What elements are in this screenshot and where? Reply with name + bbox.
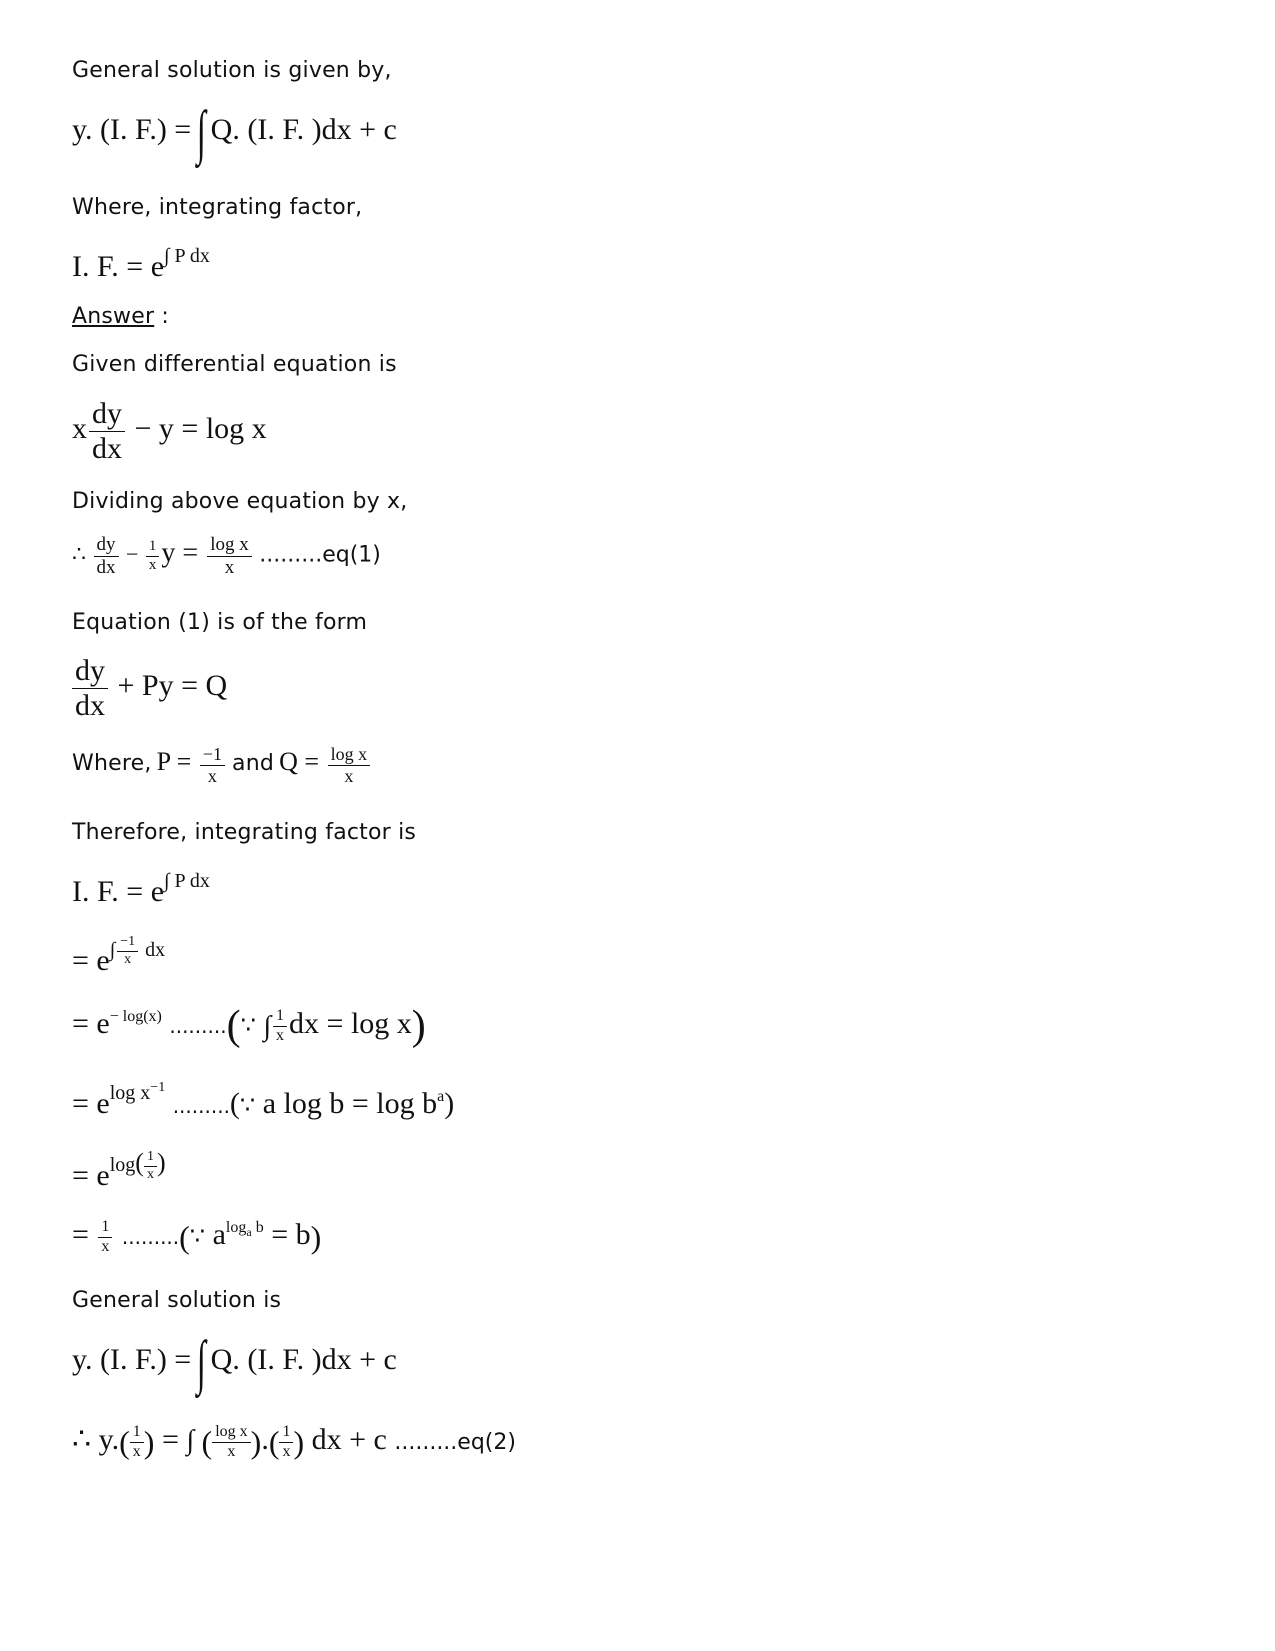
neg1-over-x <box>200 745 225 786</box>
logx-over-x <box>328 745 371 786</box>
general-solution-intro: General solution is given by, <box>72 58 392 83</box>
one-num: 1 <box>130 1424 144 1443</box>
eq-b: = b <box>263 1218 311 1251</box>
eq-e: = e <box>72 1087 110 1120</box>
because-symbol: ∵ <box>239 1093 256 1119</box>
because-symbol: ∵ <box>240 1012 256 1039</box>
neg1-num: −1 <box>200 745 225 766</box>
dx-logx: dx = log x <box>289 1006 412 1040</box>
dividing-text: Dividing above equation by x, <box>72 489 408 514</box>
x-den: x <box>344 765 354 786</box>
general-solution-formula-2 <box>72 1329 397 1395</box>
x-coef: x <box>72 411 87 445</box>
integral-sign: ∫ <box>196 99 206 165</box>
eq-e: = e <box>72 1006 110 1040</box>
neg-log-exp: − log(x) <box>109 1007 162 1025</box>
dot: . <box>261 1423 269 1456</box>
dx-plus-c: dx + c <box>304 1423 387 1456</box>
x-den: x <box>282 1442 291 1460</box>
because-symbol: ∵ <box>189 1224 206 1250</box>
open-paren: ( <box>226 1003 241 1049</box>
minus-y-logx: − y = log x <box>127 411 267 445</box>
dy-num: dy <box>94 535 119 557</box>
a-exp: a <box>437 1088 445 1105</box>
one-num: 1 <box>146 539 160 557</box>
if-formula-1 <box>72 245 210 284</box>
eq-e: = e <box>72 943 110 977</box>
close-paren: ) <box>444 1087 455 1120</box>
q-if-rhs: Q. (I. F. )dx + c <box>210 1342 397 1376</box>
x-den: x <box>227 1442 236 1460</box>
if-label: I. F. = <box>72 250 151 283</box>
one-over-x <box>146 539 160 574</box>
int-pdx-exp: ∫ P dx <box>164 245 210 267</box>
alogb-rule: a log b = log b <box>262 1087 438 1120</box>
one-over-x <box>98 1219 112 1256</box>
inv-exp: −1 <box>150 1080 166 1095</box>
eq-e: = e <box>72 1159 110 1192</box>
dx-den: dx <box>75 688 105 722</box>
close-paren: ) <box>143 1424 155 1461</box>
integral-sign: ∫ <box>196 1329 206 1395</box>
int-pdx-exp: ∫ P dx <box>164 870 210 892</box>
int-symbol: ∫ <box>186 1425 195 1456</box>
dx-den: dx <box>96 556 116 578</box>
open-paren: ( <box>201 1424 213 1461</box>
eq2-equation <box>72 1422 516 1460</box>
one-num: 1 <box>98 1219 112 1238</box>
eq1-tag: .........eq(1) <box>259 542 381 568</box>
dx-exp: dx <box>140 938 166 961</box>
int-symbol: ∫ <box>109 938 116 961</box>
eq1-form-text: Equation (1) is of the form <box>72 610 368 635</box>
log-a-b-exp <box>225 1219 264 1239</box>
dots: ......... <box>172 1094 230 1118</box>
e-base: e <box>150 250 165 283</box>
eq1-equation <box>72 535 381 578</box>
x-den: x <box>207 765 217 786</box>
and-label: and <box>232 750 275 776</box>
x-den: x <box>224 556 235 578</box>
logx-over-x <box>212 1424 250 1461</box>
logx-over-x <box>207 535 252 578</box>
logx-num: log x <box>328 745 371 766</box>
log-inv-x-exp <box>109 1148 166 1182</box>
x-den: x <box>101 1237 110 1255</box>
y-equals: y = <box>161 537 206 569</box>
linear-form-equation <box>72 655 227 721</box>
q-if-rhs: Q. (I. F. )dx + c <box>210 112 397 146</box>
open-paren: ( <box>229 1087 240 1120</box>
one-over-x <box>279 1424 293 1461</box>
close-paren: ) <box>411 1003 426 1049</box>
logx-num: log x <box>212 1424 250 1443</box>
dots: ......... <box>169 1013 227 1038</box>
eq-sign: = <box>72 1218 97 1251</box>
open-paren: ( <box>268 1424 280 1461</box>
therefore-symbol: ∴ <box>72 541 86 567</box>
dy-dx-fraction <box>72 655 108 721</box>
one-num: 1 <box>279 1424 293 1443</box>
log-x: log x <box>109 1082 151 1104</box>
p-q-definitions <box>72 745 372 786</box>
q-equals: Q = <box>279 746 326 776</box>
open-paren: ( <box>135 1148 144 1177</box>
logx-num: log x <box>207 535 252 557</box>
log-label: log <box>109 1154 136 1176</box>
log-x-inv-exp <box>110 1082 165 1104</box>
one-num: 1 <box>273 1008 287 1027</box>
general-solution-formula <box>72 99 397 165</box>
answer-colon: : <box>154 304 170 329</box>
yif-lhs: y. (I. F.) = <box>72 112 199 146</box>
x-den: x <box>132 1442 141 1460</box>
b-exp: b <box>251 1219 264 1236</box>
yif-lhs: y. (I. F.) = <box>72 1342 199 1376</box>
dy-dx-fraction-small <box>94 535 119 578</box>
dy-num: dy <box>72 655 108 689</box>
a-subscript: a <box>246 1225 252 1239</box>
therefore-if-text: Therefore, integrating factor is <box>72 820 417 845</box>
open-paren: ( <box>119 1424 130 1461</box>
x-den: x <box>124 951 132 967</box>
int-symbol: ∫ <box>263 1010 272 1042</box>
p-equals: P = <box>156 746 198 776</box>
if-step-4 <box>72 1148 166 1193</box>
neg1-num: −1 <box>117 935 138 952</box>
e-base: e <box>150 875 165 908</box>
int-neg1x-exp <box>109 934 166 967</box>
close-paren: ) <box>310 1219 322 1256</box>
close-paren: ) <box>250 1424 262 1461</box>
if-step-5 <box>72 1218 321 1255</box>
if-formula-2 <box>72 870 210 909</box>
neg1-over-x <box>117 935 138 967</box>
dy-num: dy <box>89 398 125 432</box>
minus-sign: − <box>120 541 144 567</box>
one-over-x <box>130 1424 144 1461</box>
x-den: x <box>146 1166 154 1182</box>
if-step-3 <box>72 1080 454 1121</box>
one-over-x <box>273 1008 287 1045</box>
dots: ......... <box>121 1225 180 1249</box>
close-paren: ) <box>293 1424 305 1461</box>
x-den: x <box>276 1026 285 1044</box>
one-num: 1 <box>144 1150 157 1167</box>
where-integrating-factor: Where, integrating factor, <box>72 195 363 220</box>
general-solution-text: General solution is <box>72 1288 282 1313</box>
given-de-equation <box>72 398 267 464</box>
one-over-x <box>144 1150 157 1182</box>
equals-sign: = <box>154 1423 187 1456</box>
plus-py-q: + Py = Q <box>110 668 228 702</box>
therefore-y: ∴ y. <box>72 1423 120 1456</box>
a-base: a <box>212 1218 226 1251</box>
x-den: x <box>148 556 157 573</box>
close-paren: ) <box>156 1148 166 1177</box>
log-label: log <box>225 1219 247 1236</box>
dx-den: dx <box>92 431 122 465</box>
if-step-2 <box>72 1005 426 1047</box>
where-label: Where, <box>72 750 152 776</box>
if-label: I. F. = <box>72 875 151 908</box>
eq2-tag: .........eq(2) <box>394 1430 516 1455</box>
if-step-1 <box>72 935 165 978</box>
dy-dx-fraction <box>89 398 125 464</box>
open-paren: ( <box>179 1219 190 1256</box>
given-de-text: Given differential equation is <box>72 352 397 377</box>
answer-heading <box>72 304 169 329</box>
answer-label: Answer <box>72 304 155 329</box>
